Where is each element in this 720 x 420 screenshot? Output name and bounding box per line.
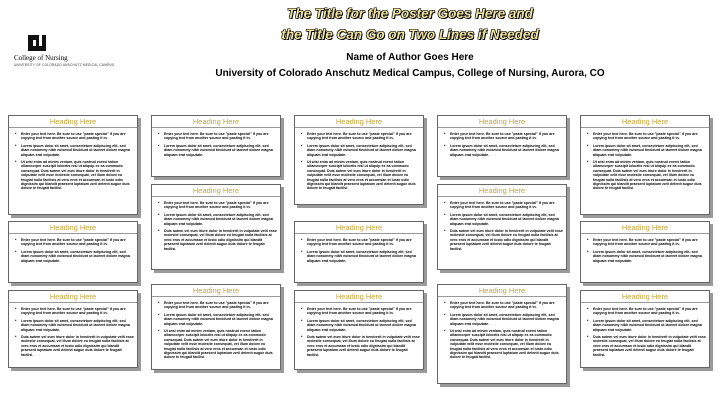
content-panel <box>580 290 710 368</box>
bullet-item: • Ut wisi enim ad minim veniam, quis nostrud exerci tation ullamcorper suscipit lobortis nisl ut aliquip ex ea commodo consequat. Duis autem vel eum iriure dolor in hendrerit in vulputate velit esse molestie consequat, vel illum dolore eu feugiat nulla facilisis at vero eros et accumsan et iusto odio dignissim qui blandit praesent luptatum zzril delenit augue duis dolore te feugait facilisi. <box>587 160 706 191</box>
poster-header <box>0 0 720 108</box>
panel-heading: Heading Here <box>295 116 423 128</box>
bullet-item: • Lorem ipsum dolor sit amet, consectetuer adipiscing elit, sed diam nonummy nibh euismod tincidunt ut laoreet dolore magna aliquam erat volputate. <box>587 144 706 157</box>
content-panel <box>8 221 138 283</box>
bullet-item: • Lorem ipsum dolor sit amet, consectetuer adipiscing elit, sed diam nonummy nibh euismod tincidunt ut laoreet dolore magna aliquam erat volputate. <box>158 213 277 226</box>
panel-heading: Heading Here <box>152 185 280 197</box>
bullet-item: • Ut wisi enim ad minim veniam, quis nostrud exerci tation ullamcorper suscipit lobortis nisl ut aliquip ex ea commodo consequat. Duis autem vel eum iriure dolor in hendrerit in vulputate velit esse molestie consequat, vel illum dolore eu feugiat nulla facilisis at vero eros et accumsan et iusto odio dignissim qui blandit praesent luptatum zzril delenit augue duis dolore te feugait facilisi. <box>301 160 420 191</box>
content-panel <box>580 115 710 215</box>
poster-title-line1: The Title for the Poster Goes Here and <box>287 6 533 21</box>
content-panel <box>8 290 138 368</box>
content-panel <box>151 284 281 370</box>
bullet-item: • Lorem ipsum dolor sit amet, consectetuer adipiscing elit, sed diam nonummy nibh euismod tincidunt ut laoreet dolore magna aliquam erat volputate. <box>444 213 563 226</box>
bullet-item: • Enter your text here. Be sure to use "paste special" if you are copying text from another source and pasting it in. <box>301 132 420 141</box>
panel-heading: Heading Here <box>438 185 566 197</box>
bullet-item: • Enter your text here. Be sure to use "paste special" if you are copying text from another source and pasting it in. <box>15 132 134 141</box>
bullet-item: • Enter your text here. Be sure to use "paste special" if you are copying text from another source and pasting it in. <box>301 307 420 316</box>
logo-university-name: UNIVERSITY OF COLORADO ANSCHUTZ MEDICAL CAMPUS <box>14 63 115 67</box>
content-panel <box>8 115 138 215</box>
logo-college-name: College of Nursing <box>14 54 68 62</box>
panel-heading: Heading Here <box>438 116 566 128</box>
bullet-item: • Enter your text here. Be sure to use "paste special" if you are copying text from another source and pasting it in. <box>15 238 134 247</box>
bullet-item: • Lorem ipsum dolor sit amet, consectetuer adipiscing elit, sed diam nonummy nibh euismod tincidunt ut laoreet dolore magna aliquam erat volputate. <box>15 144 134 157</box>
college-logo <box>12 32 132 66</box>
panel-heading: Heading Here <box>295 291 423 303</box>
bullet-item: • Ut wisi enim ad minim veniam, quis nostrud exerci tation ullamcorper suscipit lobortis nisl ut aliquip ex ea commodo consequat. Duis autem vel eum iriure dolor in hendrerit in vulputate velit esse molestie consequat, vel illum dolore eu feugiat nulla facilisis at vero eros et accumsan et iusto odio dignissim qui blandit praesent luptatum zzril delenit augue duis dolore te feugait facilisi. <box>15 160 134 191</box>
bullet-item: • Enter your text here. Be sure to use "paste special" if you are copying text from another source and pasting it in. <box>587 132 706 141</box>
bullet-item: • Lorem ipsum dolor sit amet, consectetuer adipiscing elit, sed diam nonummy nibh euismod tincidunt ut laoreet dolore magna aliquam erat volputate. <box>301 250 420 263</box>
bullet-item: • Lorem ipsum dolor sit amet, consectetuer adipiscing elit, sed diam nonummy nibh euismod tincidunt ut laoreet dolore magna aliquam erat volputate. <box>444 313 563 326</box>
bullet-item: • Duis autem vel eum iriure dolor in hendrerit in vulputate velit esse molestie consequat, vel illum dolore eu feugiat nulla facilisis at vero eros et accumsan et iusto odio dignissim qui blandit praesent luptatum zzril delenit augue duis dolore te feugait facilisi. <box>587 335 706 357</box>
bullet-item: • Lorem ipsum dolor sit amet, consectetuer adipiscing elit, sed diam nonummy nibh euismod tincidunt ut laoreet dolore magna aliquam erat volputate. <box>15 319 134 332</box>
bullet-item: • Enter your text here. Be sure to use "paste special" if you are copying text from another source and pasting it in. <box>15 307 134 316</box>
content-panel <box>294 290 424 370</box>
content-panel <box>437 115 567 177</box>
panel-heading: Heading Here <box>152 116 280 128</box>
bullet-item: • Ut wisi enim ad minim veniam, quis nostrud exerci tation ullamcorper suscipit lobortis nisl ut aliquip ex ea commodo consequat. Duis autem vel eum iriure dolor in hendrerit in vulputate velit esse molestie consequat, vel illum dolore eu feugiat nulla facilisis at vero eros et accumsan et iusto odio dignissim qui blandit praesent luptatum zzril delenit augue duis dolore te feugait facilisi. <box>158 329 277 360</box>
bullet-item: • Lorem ipsum dolor sit amet, consectetuer adipiscing elit, sed diam nonummy nibh euismod tincidunt ut laoreet dolore magna aliquam erat volputate. <box>158 144 277 157</box>
bullet-item: • Enter your text here. Be sure to use "paste special" if you are copying text from another source and pasting it in. <box>158 132 277 141</box>
bullet-item: • Enter your text here. Be sure to use "paste special" if you are copying text from another source and pasting it in. <box>158 201 277 210</box>
bullet-item: • Enter your text here. Be sure to use "paste special" if you are copying text from another source and pasting it in. <box>444 301 563 310</box>
panel-heading: Heading Here <box>295 222 423 234</box>
bullet-item: • Ut wisi enim ad minim veniam, quis nostrud exerci tation ullamcorper suscipit lobortis nisl ut aliquip ex ea commodo consequat. Duis autem vel eum iriure dolor in hendrerit in vulputate velit esse molestie consequat, vel illum dolore eu feugiat nulla facilisis at vero eros et accumsan et iusto odio dignissim qui blandit praesent luptatum zzril delenit augue duis dolore te feugait facilisi. <box>444 329 563 360</box>
content-panel <box>294 115 424 205</box>
bullet-item: • Duis autem vel eum iriure dolor in hendrerit in vulputate velit esse molestie consequat, vel illum dolore eu feugiat nulla facilisis at vero eros et accumsan et iusto odio dignissim qui blandit praesent luptatum zzril delenit augue duis dolore te feugait facilisi. <box>158 229 277 251</box>
bullet-item: • Lorem ipsum dolor sit amet, consectetuer adipiscing elit, sed diam nonummy nibh euismod tincidunt ut laoreet dolore magna aliquam erat volputate. <box>444 144 563 157</box>
panel-heading: Heading Here <box>9 116 137 128</box>
bullet-item: • Lorem ipsum dolor sit amet, consectetuer adipiscing elit, sed diam nonummy nibh euismod tincidunt ut laoreet dolore magna aliquam erat volputate. <box>301 319 420 332</box>
bullet-item: • Duis autem vel eum iriure dolor in hendrerit in vulputate velit esse molestie consequat, vel illum dolore eu feugiat nulla facilisis at vero eros et accumsan et iusto odio dignissim qui blandit praesent luptatum zzril delenit augue duis dolore te feugait facilisi. <box>15 335 134 357</box>
content-panel <box>294 221 424 283</box>
bullet-item: • Lorem ipsum dolor sit amet, consectetuer adipiscing elit, sed diam nonummy nibh euismod tincidunt ut laoreet dolore magna aliquam erat volputate. <box>587 250 706 263</box>
bullet-item: • Enter your text here. Be sure to use "paste special" if you are copying text from another source and pasting it in. <box>587 307 706 316</box>
bullet-item: • Enter your text here. Be sure to use "paste special" if you are copying text from another source and pasting it in. <box>444 201 563 210</box>
cu-monogram-icon <box>26 32 48 54</box>
panel-heading: Heading Here <box>9 222 137 234</box>
content-panel <box>151 184 281 270</box>
bullet-item: • Duis autem vel eum iriure dolor in hendrerit in vulputate velit esse molestie consequat, vel illum dolore eu feugiat nulla facilisis at vero eros et accumsan et iusto odio dignissim qui blandit praesent luptatum zzril delenit augue duis dolore te feugait facilisi. <box>301 335 420 357</box>
content-panel <box>580 221 710 283</box>
bullet-item: • Enter your text here. Be sure to use "paste special" if you are copying text from another source and pasting it in. <box>587 238 706 247</box>
panel-heading: Heading Here <box>438 285 566 297</box>
content-panel <box>437 284 567 384</box>
bullet-item: • Lorem ipsum dolor sit amet, consectetuer adipiscing elit, sed diam nonummy nibh euismod tincidunt ut laoreet dolore magna aliquam erat volputate. <box>587 319 706 332</box>
poster-title-line2: the Title Can Go on Two Lines if Needed <box>281 27 539 42</box>
bullet-item: • Lorem ipsum dolor sit amet, consectetuer adipiscing elit, sed diam nonummy nibh euismod tincidunt ut laoreet dolore magna aliquam erat volputate. <box>15 250 134 263</box>
bullet-item: • Enter your text here. Be sure to use "paste special" if you are copying text from another source and pasting it in. <box>158 301 277 310</box>
bullet-item: • Lorem ipsum dolor sit amet, consectetuer adipiscing elit, sed diam nonummy nibh euismod tincidunt ut laoreet dolore magna aliquam erat volputate. <box>158 313 277 326</box>
bullet-item: • Enter your text here. Be sure to use "paste special" if you are copying text from another source and pasting it in. <box>301 238 420 247</box>
author-affiliation: University of Colorado Anschutz Medical Campus, College of Nursing, Aurora, CO <box>215 68 605 79</box>
panel-heading: Heading Here <box>152 285 280 297</box>
panel-heading: Heading Here <box>581 116 709 128</box>
bullet-item: • Lorem ipsum dolor sit amet, consectetuer adipiscing elit, sed diam nonummy nibh euismod tincidunt ut laoreet dolore magna aliquam erat volputate. <box>301 144 420 157</box>
content-panel <box>151 115 281 177</box>
panel-heading: Heading Here <box>9 291 137 303</box>
bullet-item: • Duis autem vel eum iriure dolor in hendrerit in vulputate velit esse molestie consequat, vel illum dolore eu feugiat nulla facilisis at vero eros et accumsan et iusto odio dignissim qui blandit praesent luptatum zzril delenit augue duis dolore te feugait facilisi. <box>444 229 563 251</box>
panel-heading: Heading Here <box>581 222 709 234</box>
author-name: Name of Author Goes Here <box>346 52 474 63</box>
bullet-item: • Enter your text here. Be sure to use "paste special" if you are copying text from another source and pasting it in. <box>444 132 563 141</box>
content-panel <box>437 184 567 270</box>
panel-heading: Heading Here <box>581 291 709 303</box>
